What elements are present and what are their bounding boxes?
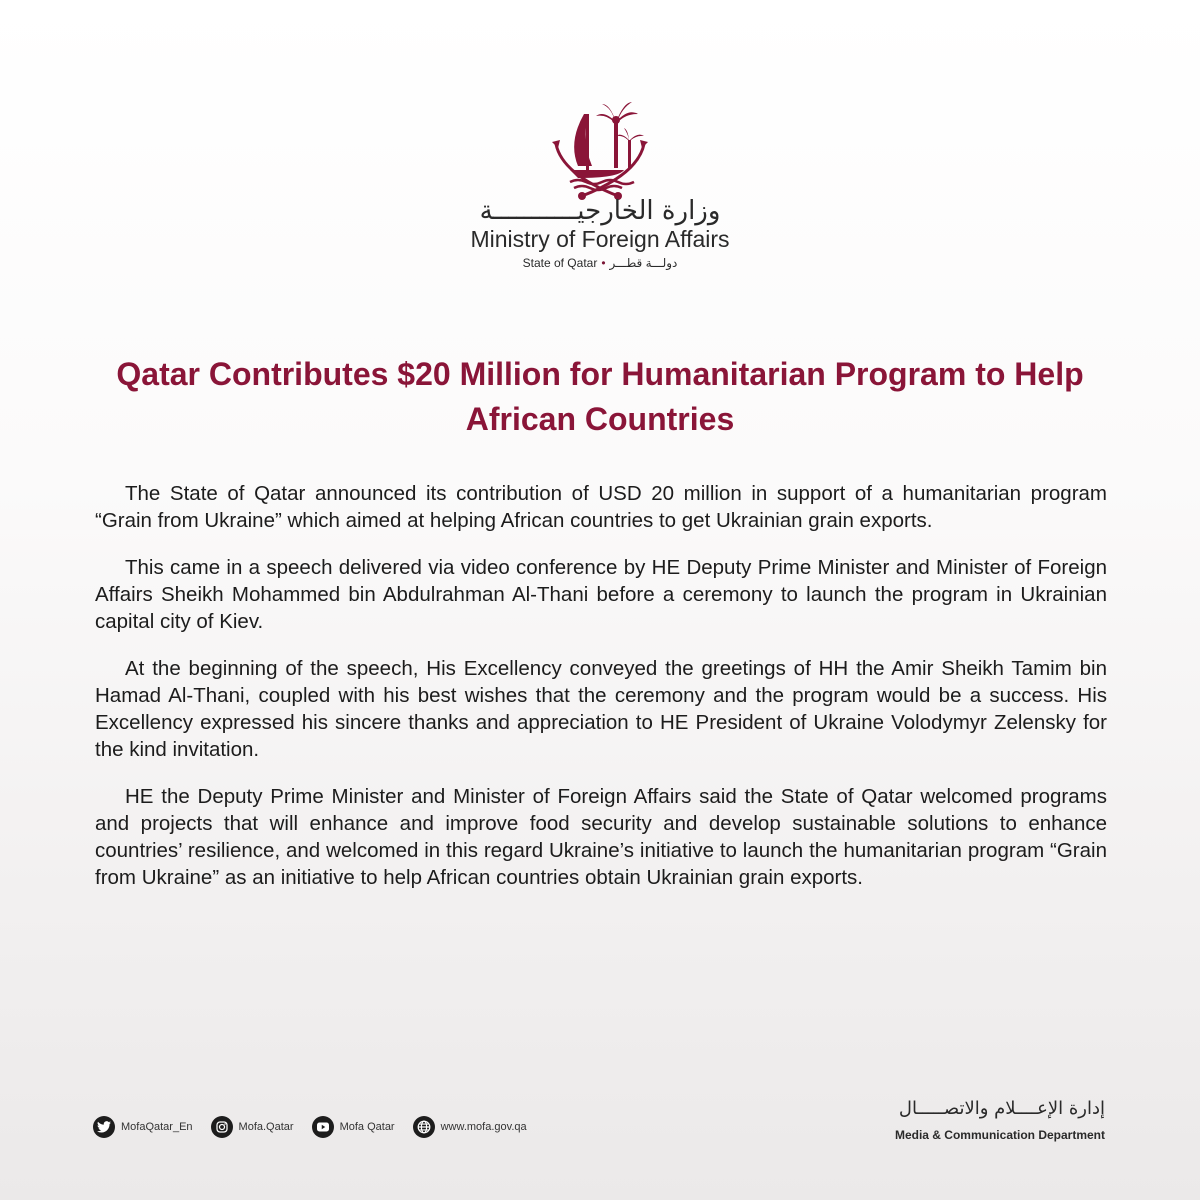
state-name-english: State of Qatar xyxy=(522,256,598,270)
globe-icon xyxy=(413,1116,435,1138)
state-emblem-icon xyxy=(548,92,652,204)
paragraph-1: The State of Qatar announced its contribution of USD 20 million in support of a humanitarian program “Grain from Ukraine” which aimed at helping African countries to get Ukrainian grain exports. xyxy=(95,482,1107,532)
social-links xyxy=(93,1115,545,1139)
social-youtube[interactable] xyxy=(312,1116,395,1138)
paragraph-3: At the beginning of the speech, His Excellency conveyed the greetings of HH the Amir Sheikh Tamim bin Hamad Al-Thani, coupled with his best wishes that the ceremony and the program would be a success. His Excellency expressed his sincere thanks and appreciation to HE President of Ukraine Volodymyr Zelensky for the kind invitation. xyxy=(95,657,1107,761)
twitter-handle: MofaQatar_En xyxy=(121,1121,193,1133)
ministry-name-english: Ministry of Foreign Affairs xyxy=(470,226,730,252)
department-name-english: Media & Communication Department xyxy=(894,1128,1105,1142)
instagram-icon xyxy=(211,1116,233,1138)
paragraph-2: This came in a speech delivered via video conference by HE Deputy Prime Minister and Minister of Foreign Affairs Sheikh Mohammed bin Abdulrahman Al-Thani before a ceremony to launch the program in Ukrainian capital city of Kiev. xyxy=(95,556,1107,633)
social-twitter[interactable] xyxy=(93,1116,193,1138)
article-title: Qatar Contributes $20 Million for Humanitarian Program to Help African Countries xyxy=(116,356,1084,437)
department-name-arabic: إدارة الإعــــلام والاتصـــــال xyxy=(898,1098,1105,1119)
youtube-icon xyxy=(312,1116,334,1138)
social-website[interactable] xyxy=(413,1116,527,1138)
social-instagram[interactable] xyxy=(211,1116,294,1138)
state-name-arabic: دولـــة قطـــر xyxy=(609,256,678,270)
article-body xyxy=(95,480,1107,911)
youtube-channel: Mofa Qatar xyxy=(339,1121,395,1133)
state-line xyxy=(430,256,770,270)
twitter-icon xyxy=(93,1116,115,1138)
ministry-name-arabic: وزارة الخارجيـــــــــــة xyxy=(479,196,721,226)
separator-dot-icon: • xyxy=(601,256,606,270)
paragraph-4: HE the Deputy Prime Minister and Minister of Foreign Affairs said the State of Qatar welcomed programs and projects that will enhance and improve food security and develop sustainable solutions to enhance countries’ resilience, and welcomed in this regard Ukraine’s initiative to launch the humanitarian program “Grain from Ukraine” as an initiative to help African countries obtain Ukrainian grain exports. xyxy=(95,785,1107,889)
instagram-handle: Mofa.Qatar xyxy=(238,1121,294,1133)
website-url: www.mofa.gov.qa xyxy=(440,1121,527,1133)
